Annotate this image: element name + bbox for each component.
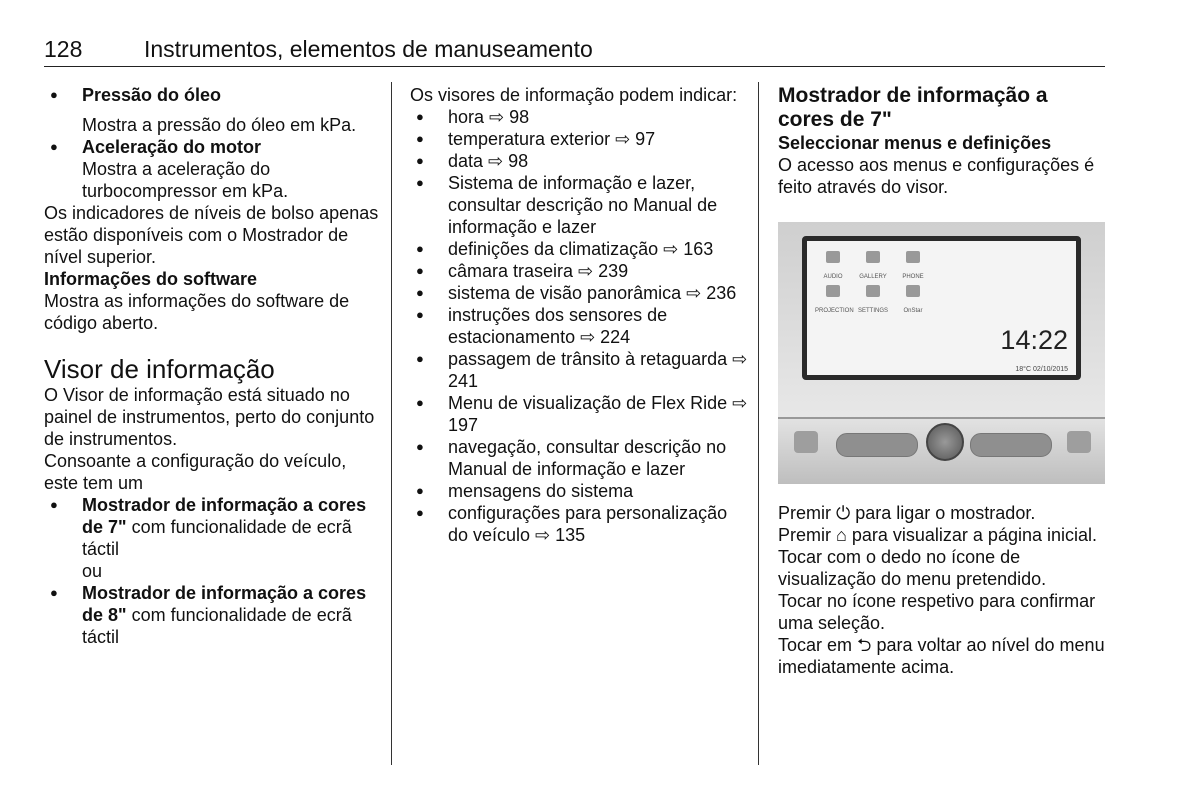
paragraph: Mostra as informações do software de código aberto.	[44, 291, 350, 333]
list-item: ● mensagens do sistema	[410, 480, 750, 502]
list-item: ● navegação, consultar descrição no Manual de informação e lazer	[410, 436, 750, 480]
paragraph: Tocar com o dedo no ícone de visualização do menu pretendido.	[778, 547, 1047, 589]
onstar-icon: OnStar	[895, 285, 931, 322]
page-header	[44, 36, 1105, 67]
display-clock: 14:22	[1000, 325, 1068, 355]
projection-icon: PROJECTION	[815, 285, 851, 322]
power-knob-icon	[926, 423, 964, 461]
list-item: ● passagem de trânsito à retaguarda ⇨ 241	[410, 348, 750, 392]
list-intro: Os visores de informação podem indicar:	[410, 85, 738, 105]
column-2	[410, 84, 750, 546]
display-photo	[778, 222, 1105, 484]
column-divider	[758, 82, 759, 765]
page-number: 128	[44, 36, 83, 62]
page-title: Instrumentos, elementos de manuseamento	[144, 36, 593, 62]
paragraph: Premir ⏻ para ligar o mostrador.	[778, 503, 1036, 523]
list-item: ● hora ⇨ 98	[410, 106, 750, 128]
list-item: ● instruções dos sensores de estacionamento ⇨ 224	[410, 304, 750, 348]
right-buttons	[970, 433, 1052, 457]
paragraph: Os indicadores de níveis de bolso apenas estão disponíveis com o Mostrador de nível superior.	[44, 203, 379, 267]
paragraph: Premir ⌂ para visualizar a página inicial.	[778, 525, 1098, 545]
display-date: 18°C 02/10/2015	[1015, 366, 1068, 373]
hazard-button-icon	[794, 431, 818, 453]
option-text: com funcionalidade de ecrã táctil	[82, 605, 352, 647]
paragraph: Tocar no ícone respetivo para confirmar uma seleção.	[778, 591, 1096, 633]
list-item: ● câmara traseira ⇨ 239	[410, 260, 750, 282]
column-divider	[391, 82, 392, 765]
paragraph: O acesso aos menus e configurações é feito através do visor.	[778, 155, 1095, 197]
option-text: com funcionalidade de ecrã táctil	[82, 517, 352, 559]
display-screen	[802, 236, 1081, 380]
or-text: ou	[82, 561, 103, 581]
list-item: ● definições da climatização ⇨ 163	[410, 238, 750, 260]
option-bold: Mostrador de informação a cores de 7"	[82, 495, 367, 537]
subheading: Informações do software	[44, 269, 258, 289]
left-buttons	[836, 433, 918, 457]
option-item	[44, 494, 379, 560]
side-button-icon	[1067, 431, 1091, 453]
settings-icon: SETTINGS	[855, 285, 891, 322]
list-item: ● configurações para personalização do veículo ⇨ 135	[410, 502, 750, 546]
list-item: ● Sistema de informação e lazer, consultar descrição no Manual de informação e lazer	[410, 172, 750, 238]
phone-icon: PHONE	[895, 251, 931, 288]
section-title: Mostrador de informação a cores de 7"	[778, 84, 1048, 131]
list-item: ● sistema de visão panorâmica ⇨ 236	[410, 282, 750, 304]
audio-icon: AUDIO	[815, 251, 851, 288]
paragraph: Consoante a configuração do veículo, este tem um	[44, 451, 347, 493]
gallery-icon: GALLERY	[855, 251, 891, 288]
bullet-title: ● Aceleração do motor	[44, 136, 379, 158]
section-title: Visor de informação	[44, 354, 275, 384]
list-item: ● Menu de visualização de Flex Ride ⇨ 197	[410, 392, 750, 436]
bullet-text: Mostra a aceleração do turbocompressor em kPa.	[82, 159, 289, 201]
list-item: ● data ⇨ 98	[410, 150, 750, 172]
paragraph: Tocar em ⮌ para voltar ao nível do menu imediatamente acima.	[778, 635, 1105, 677]
bullet-title: ● Pressão do óleo	[44, 84, 379, 106]
column-1	[44, 84, 379, 648]
option-bold: Mostrador de informação a cores de 8"	[82, 583, 367, 625]
list-item: ● temperatura exterior ⇨ 97	[410, 128, 750, 150]
option-item	[44, 582, 379, 648]
control-panel	[778, 417, 1105, 484]
column-3	[778, 84, 1108, 678]
paragraph: O Visor de informação está situado no painel de instrumentos, perto do conjunto de instrumentos.	[44, 385, 375, 449]
bullet-text: Mostra a pressão do óleo em kPa.	[82, 115, 357, 135]
subheading: Seleccionar menus e definições	[778, 133, 1052, 153]
